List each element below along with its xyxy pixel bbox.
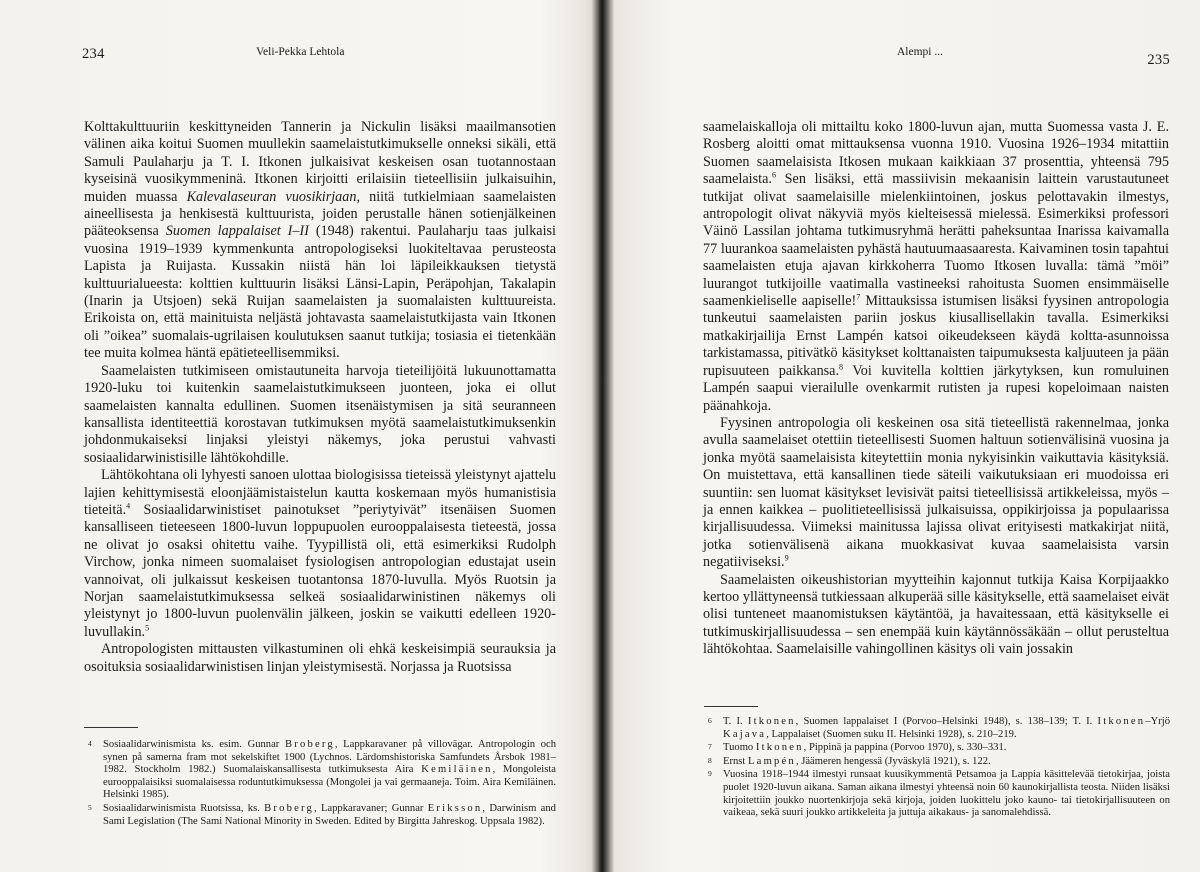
text-run: Sosiaalidarwinistiset painotukset ”periytyivät” itsenäisen Suomen kansalliseen tieteeseen 1800-luvun loppupuolen eurooppalaisesta tieteestä, jossa ne olivat jo osaksi ohitettu vaihe. Tyypillistä oli, että esimerkiksi Rudolph Virchow, jonka nimeen suomalaiset fysiologisen antropologian edustajat usein vannoivat, oli julkaissut keskeisen tuotantonsa 1870-luvulla. Myös Ruotsin ja Norjan saamelaistutkimuksessa selkeä sosiaalidarwinistinen näkemys oli yleistynyt jo 1800-luvun puolenvälin jälkeen, joskin se vaikutti edelleen 1920-luvullakin. [84, 501, 556, 640]
footnotes [704, 716, 1170, 821]
paragraph [84, 641, 556, 676]
text-run: (1948) rakentui. Paulaharju taas julkaisi vuosina 1919–1939 kymmenkunta antropologiseksi luokiteltavaa perusteosta Lapista ja Ruijasta. Kussakin niistä hän loi läpileikkauksen tietystä kulttuurialueesta: kolttien kulttuurin lisäksi Länsi-Lapin, Peräpohjan, Takalapin (Inarin ja Utsjoen) sekä Ruijan saamelaisten ja suomalaisten kulttuureista. Erikoista on, että mainituista neljästä johtavasta saamelaistutkijasta vain Itkonen oli ”oikea” suomalais-ugrilaisen koulutuksen saanut tutkija; tosiasia ei tietenkään tee muita kolmea häntä epätieteellisemmiksi. [84, 223, 556, 362]
text-run: Antropologisten mittausten vilkastuminen oli ehkä keskeisimpiä seurauksia ja osoituksia sosiaalidarwinistisen linjan yleistymisestä. Norjassa ja Ruotsissa [84, 641, 556, 675]
paragraph [84, 363, 556, 467]
footnote-number: 8 [708, 755, 712, 765]
italic-title: Suomen lappalaiset I–II [165, 223, 309, 240]
text-run: Kolttakulttuuriin keskittyneiden Tannerin ja Nickulin lisäksi maailmansotien välinen aika koitui Suomen muullekin saamelaistutkimukselle onneksi sikäli, että Samuli Paulaharju ja T. I. Itkonen julkaisivat keskeisen osan tuotannostaan kyseisinä vuosikymmeninä. Itkonen kirjoitti erilaisiin tieteellisiin julkaisuihin, muiden muassa [84, 119, 556, 205]
paragraph [703, 119, 1169, 415]
footnote-ref: 5 [145, 623, 150, 633]
footnote-number: 6 [708, 716, 712, 725]
footnote-ref: 6 [771, 170, 776, 180]
author-name: Broberg [284, 739, 335, 750]
text-run: , Mongoleista eurooppalaisiksi suomalaisessa roduntutkimuksessa (Mongolei ja vai germaaneja. Toim. Aira Kemiläinen. Helsinki 1985). [103, 764, 556, 801]
text-run: , niitä tutkielmiaan saamelaisten aineellisesta ja henkisestä kulttuurista, joiden perustalle hänen sotienjälkeinen pääteoksensa [84, 188, 556, 240]
footnote [704, 742, 1170, 755]
body-text [84, 119, 556, 676]
footnotes [84, 739, 556, 829]
text-run: Saamelaisten tutkimiseen omistautuneita harvoja tieteilijöitä lukuunottamatta 1920-luku toi kuitenkin saamelaistutkimukseen juonteen, joka ei ollut saamelaisten kannalta edullinen. Suomen itsenäistymisen ja sitä seuranneen kansallista identiteettiä korostavan tutkimuksen myötä saamelaistutkimuksenkin johdonmukaiseksi linjaksi yleistyi näkemys, joka perustui vahvasti sosiaalidarwinistisille lähtökohdille. [84, 362, 556, 466]
text-run: , Jäämeren hengessä (Jyväskylä 1921), s. 122. [795, 755, 991, 767]
italic-title: Kalevalaseuran vuosikirjaan [186, 188, 357, 205]
footnote [84, 803, 556, 828]
page-number: 235 [1147, 52, 1170, 68]
author-name: Broberg [264, 802, 315, 814]
author-name: Eriksson [427, 802, 483, 814]
text-run: Fyysinen antropologia oli keskeinen osa sitä tieteellistä rakennelmaa, jonka avulla saamelaiset otettiin tieteellisesti Suomen haltuun sotienvälisinä vuosina ja jonka myötä saamelaisista kiteytettiin monia nykyisinkin vaikuttavia käsityksiä. On muistettava, että kansallinen tiede säteili vaikutuksiaan eri muodoissa eri suuntiin: sen luomat käsitykset levisivät paitsi tieteellisissä artikkeleissa, myös – ja ennen kaikkea – puolitieteellisissä julkaisuissa, oppikirjoissa ja populaarissa kirjallisuudessa. Viimeksi mainitussa lajissa olivat erityisesti matkakirjat niitä, jotka sotienvälisenä aikana muokkasivat kuvaa saamelaisista varsin negatiiviseksi. [703, 414, 1169, 571]
footnote [704, 716, 1170, 741]
author-name: Itkonen [1097, 716, 1146, 727]
footnote-ref: 9 [784, 553, 789, 563]
paragraph [84, 467, 556, 641]
paragraph [703, 572, 1169, 659]
text-run: Saamelaisten oikeushistorian myytteihin kajonnut tutkija Kaisa Korpijaakko kertoo yllättyneensä tutkiessaan alkuperää sille käsitykselle, että saamelaiset eivät olisi tunteneet maanomistuksen käytäntöä, ja havaitessaan, että käsitykselle ei tutkimuskirjallisuudessa – sen enempää kuin käytännössäkään – ollut perusteltua lähtökohtaa. Saamelaisille vahingollinen käsitys oli vain jossakin [703, 571, 1169, 658]
author-name: Kemiläinen [421, 764, 493, 776]
footnote-number: 4 [88, 739, 92, 748]
text-run: Ernst [723, 755, 749, 767]
paragraph [84, 119, 556, 363]
right-page [600, 0, 1200, 872]
text-run: Tuomo [723, 742, 756, 754]
running-head: Veli-Pekka Lehtola [256, 46, 345, 58]
text-run: –Yrjö [1145, 716, 1170, 727]
footnote-number: 5 [88, 802, 92, 812]
author-name: Kajava [723, 728, 767, 740]
text-run: Sosiaalidarwinismista Ruotsissa, ks. [103, 802, 265, 814]
text-run: , Lappkaravaner på villovägar. Antropologin och synen på samerna fram mot sekelskiftet 1900 (Lychnos. Lärdomshistoriska Samfundets Årsbok 1981–1982. Stockholm 1982.) Suomalaiskansallisesta tutkimuksesta Aira [103, 739, 556, 776]
footnote [704, 756, 1170, 769]
page-number: 234 [82, 46, 105, 62]
text-run: , Pippinä ja pappina (Porvoo 1970), s. 330–331. [803, 742, 1007, 754]
text-run: Vuosina 1918–1944 ilmestyi runsaat kuusikymmentä Petsamoa ja Lappia käsittelevää tietokirjaa, joista puolet 1920-luvun aikana. Saman aikana ilmestyi yhteensä noin 60 kaunokirjallista teosta. Niiden lisäksi kirjoitettiin joukko nuortenkirjoja sekä kirjoja, joiden luokittelu joko kauno- tai tietokirjallisuuteen on vaikeaa, sekä suuri joukko artikkeleita ja juttuja aikakaus- ja sanomalehdissä. [723, 769, 1170, 819]
running-head: Alempi ... [897, 46, 943, 58]
footnote-ref: 8 [839, 361, 844, 371]
text-run: Lähtökohtana oli lyhyesti sanoen ulottaa biologisissa tieteissä yleistynyt ajattelu lajien kehittymisestä eloonjäämistaistelun kautta koskemaan myös humanistisia tieteitä. [84, 467, 556, 518]
text-run: Voi kuvitella kolttien järkytyksen, kun romuluinen Lampén saapui vierailulle ovenkarmit rutisten ja rupesi kopeloimaan naisten päänahkoja. [703, 362, 1169, 414]
footnote-number: 9 [708, 769, 712, 779]
text-run: , Lappkaravaner; Gunnar [314, 802, 428, 814]
author-name: Itkonen [755, 742, 804, 754]
author-name: Itkonen [747, 716, 796, 727]
footnote-rule [84, 727, 138, 728]
author-name: Lampén [748, 755, 796, 767]
footnote-number: 7 [708, 742, 712, 752]
text-run: Sosiaalidarwinismista ks. esim. Gunnar [103, 739, 285, 750]
footnote-rule [704, 706, 758, 707]
text-run: Mittauksissa istumisen lisäksi fyysinen antropologia tunkeutui saamelaisten pariin joskus kiusallisellakin tavalla. Esimerkiksi matkakirjailija Ernst Lampén katsoi oikeudekseen käydä koltta-asunnoissa tarkistamassa, pitivätkö käsitykset kolttanaisten taipumuksesta kaljuuteen ja pään rupisuuteen paikkansa. [703, 293, 1169, 379]
footnote [84, 739, 556, 802]
body-text [703, 119, 1169, 659]
text-run: T. I. [723, 716, 748, 727]
text-run: saamelaiskalloja oli mittailtu koko 1800-luvun ajan, mutta Suomessa vasta J. E. Rosberg aloitti omat mittauksensa vuonna 1910. Vuosina 1926–1934 mitattiin Suomen saamelaisista Itkosen mukaan kaikkiaan 37 prosenttia, yhteensä 795 saamelaista. [703, 119, 1169, 188]
text-run: , Lappalaiset (Suomen suku II. Helsinki 1928), s. 210–219. [766, 728, 1017, 740]
footnote-ref: 7 [856, 292, 861, 302]
footnote-ref: 4 [126, 501, 131, 511]
text-run: , Suomen lappalaiset I (Porvoo–Helsinki 1948), s. 138–139; T. I. [795, 716, 1098, 727]
footnote [704, 769, 1170, 819]
text-run: Sen lisäksi, että massiivisin mekaanisin laittein varustautuneet tutkijat olivat saamelaisille mielenkiintoinen, joskus pelottavakin ilmestys, antropologit olivat näkyviä myös kielteisessä mielessä. Esimerkiksi professori Väinö Lassilan johtama tutkimusryhmä herätti paheksuntaa Inarissa kaivamalla 77 luurankoa saamelaisten pyhästä hautuumaasaaresta. Kaivaminen tosin tapahtui saamelaisten etuja ajavan kirkkoherra Tuomo Itkosen luvalla: tämä ”möi” luurangot tutkijoille vaatimalla vastineeksi rahoitusta Suomen ensimmäiselle saamenkieliselle aapiselle! [703, 171, 1169, 310]
text-run: , Darwinism and Sami Legislation (The Sami National Minority in Sweden. Edited by Birgitta Jahreskog. Uppsala 1982). [103, 802, 556, 827]
paragraph [703, 415, 1169, 572]
